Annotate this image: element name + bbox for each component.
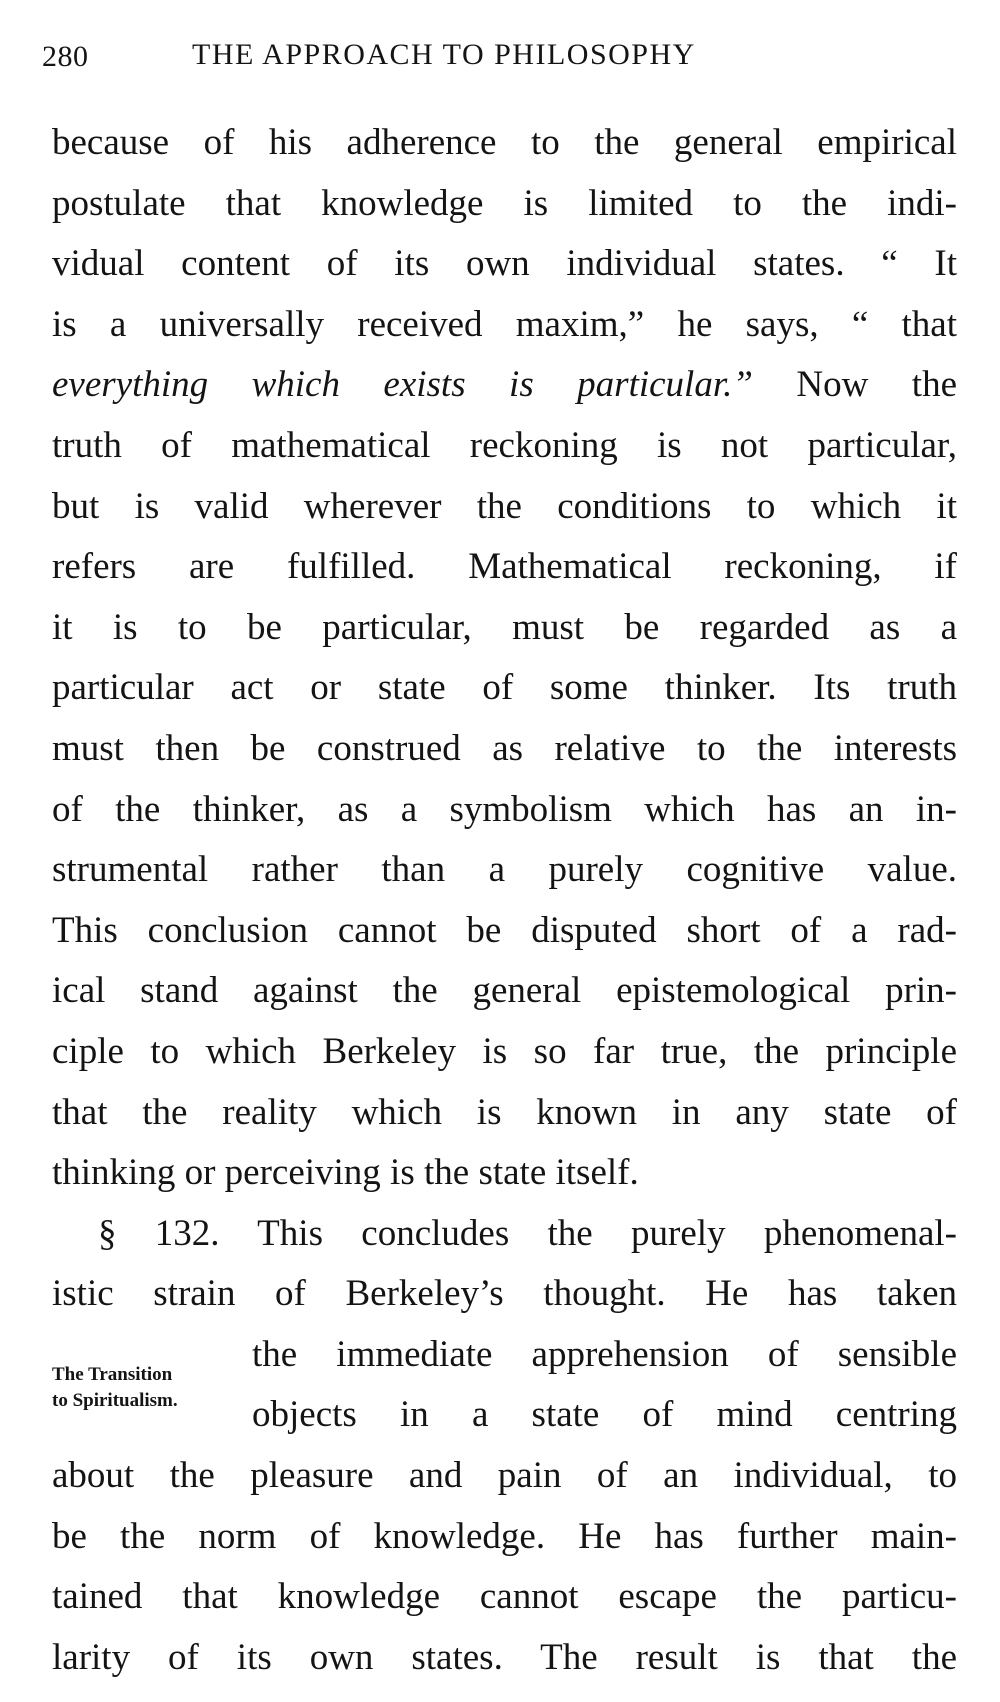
text-line: be the norm of knowledge. He has further main- bbox=[52, 1515, 957, 1557]
text-line: refers are fulfilled. Mathematical reckoning, if bbox=[52, 546, 957, 588]
text-line: is a universally received maxim,” he says, “ that bbox=[52, 303, 957, 345]
text-line: that the reality which is known in any state of bbox=[52, 1091, 957, 1133]
body-text bbox=[52, 113, 957, 1688]
section-start-line: § 132. This concludes the purely phenomenal- bbox=[98, 1212, 957, 1254]
text-fragment: Now the bbox=[752, 364, 957, 406]
text-line: ical stand against the general epistemological prin- bbox=[52, 970, 957, 1012]
text-line: thinking or perceiving is the state itself. bbox=[52, 1152, 639, 1194]
text-line: postulate that knowledge is limited to the indi- bbox=[52, 182, 957, 224]
margin-sidenote bbox=[52, 1362, 252, 1414]
text-line: istic strain of Berkeley’s thought. He has taken bbox=[52, 1273, 957, 1315]
quoted-maxim: everything which exists is particular.” bbox=[52, 364, 753, 406]
text-line: it is to be particular, must be regarded as a bbox=[52, 606, 957, 648]
text-line: must then be construed as relative to the interests bbox=[52, 727, 957, 769]
text-line: the immediate apprehension of sensible bbox=[252, 1333, 957, 1375]
text-line: vidual content of its own individual states. “ It bbox=[52, 243, 957, 285]
text-line: truth of mathematical reckoning is not particular, bbox=[52, 424, 957, 466]
sidenote-line: The Transition bbox=[52, 1364, 173, 1385]
text-line: of the thinker, as a symbolism which has an in- bbox=[52, 788, 957, 830]
text-line: tained that knowledge cannot escape the particu- bbox=[52, 1576, 957, 1618]
text-line: This conclusion cannot be disputed short of a rad- bbox=[52, 909, 957, 951]
text-line: strumental rather than a purely cognitive value. bbox=[52, 849, 957, 891]
text-line: particular act or state of some thinker. Its truth bbox=[52, 667, 957, 709]
text-line: ciple to which Berkeley is so far true, the principle bbox=[52, 1030, 957, 1072]
text-line: larity of its own states. The result is that the bbox=[52, 1636, 957, 1678]
page-number: 280 bbox=[42, 40, 89, 73]
text-line: because of his adherence to the general empirical bbox=[52, 122, 957, 163]
sidenote-line: to Spiritualism. bbox=[52, 1390, 178, 1411]
text-line: but is valid wherever the conditions to which it bbox=[52, 485, 957, 527]
text-line bbox=[52, 355, 957, 416]
text-line: objects in a state of mind centring bbox=[252, 1394, 957, 1436]
text-line: about the pleasure and pain of an individual, to bbox=[52, 1455, 957, 1497]
running-head: THE APPROACH TO PHILOSOPHY bbox=[192, 38, 696, 71]
page-header bbox=[42, 30, 942, 80]
